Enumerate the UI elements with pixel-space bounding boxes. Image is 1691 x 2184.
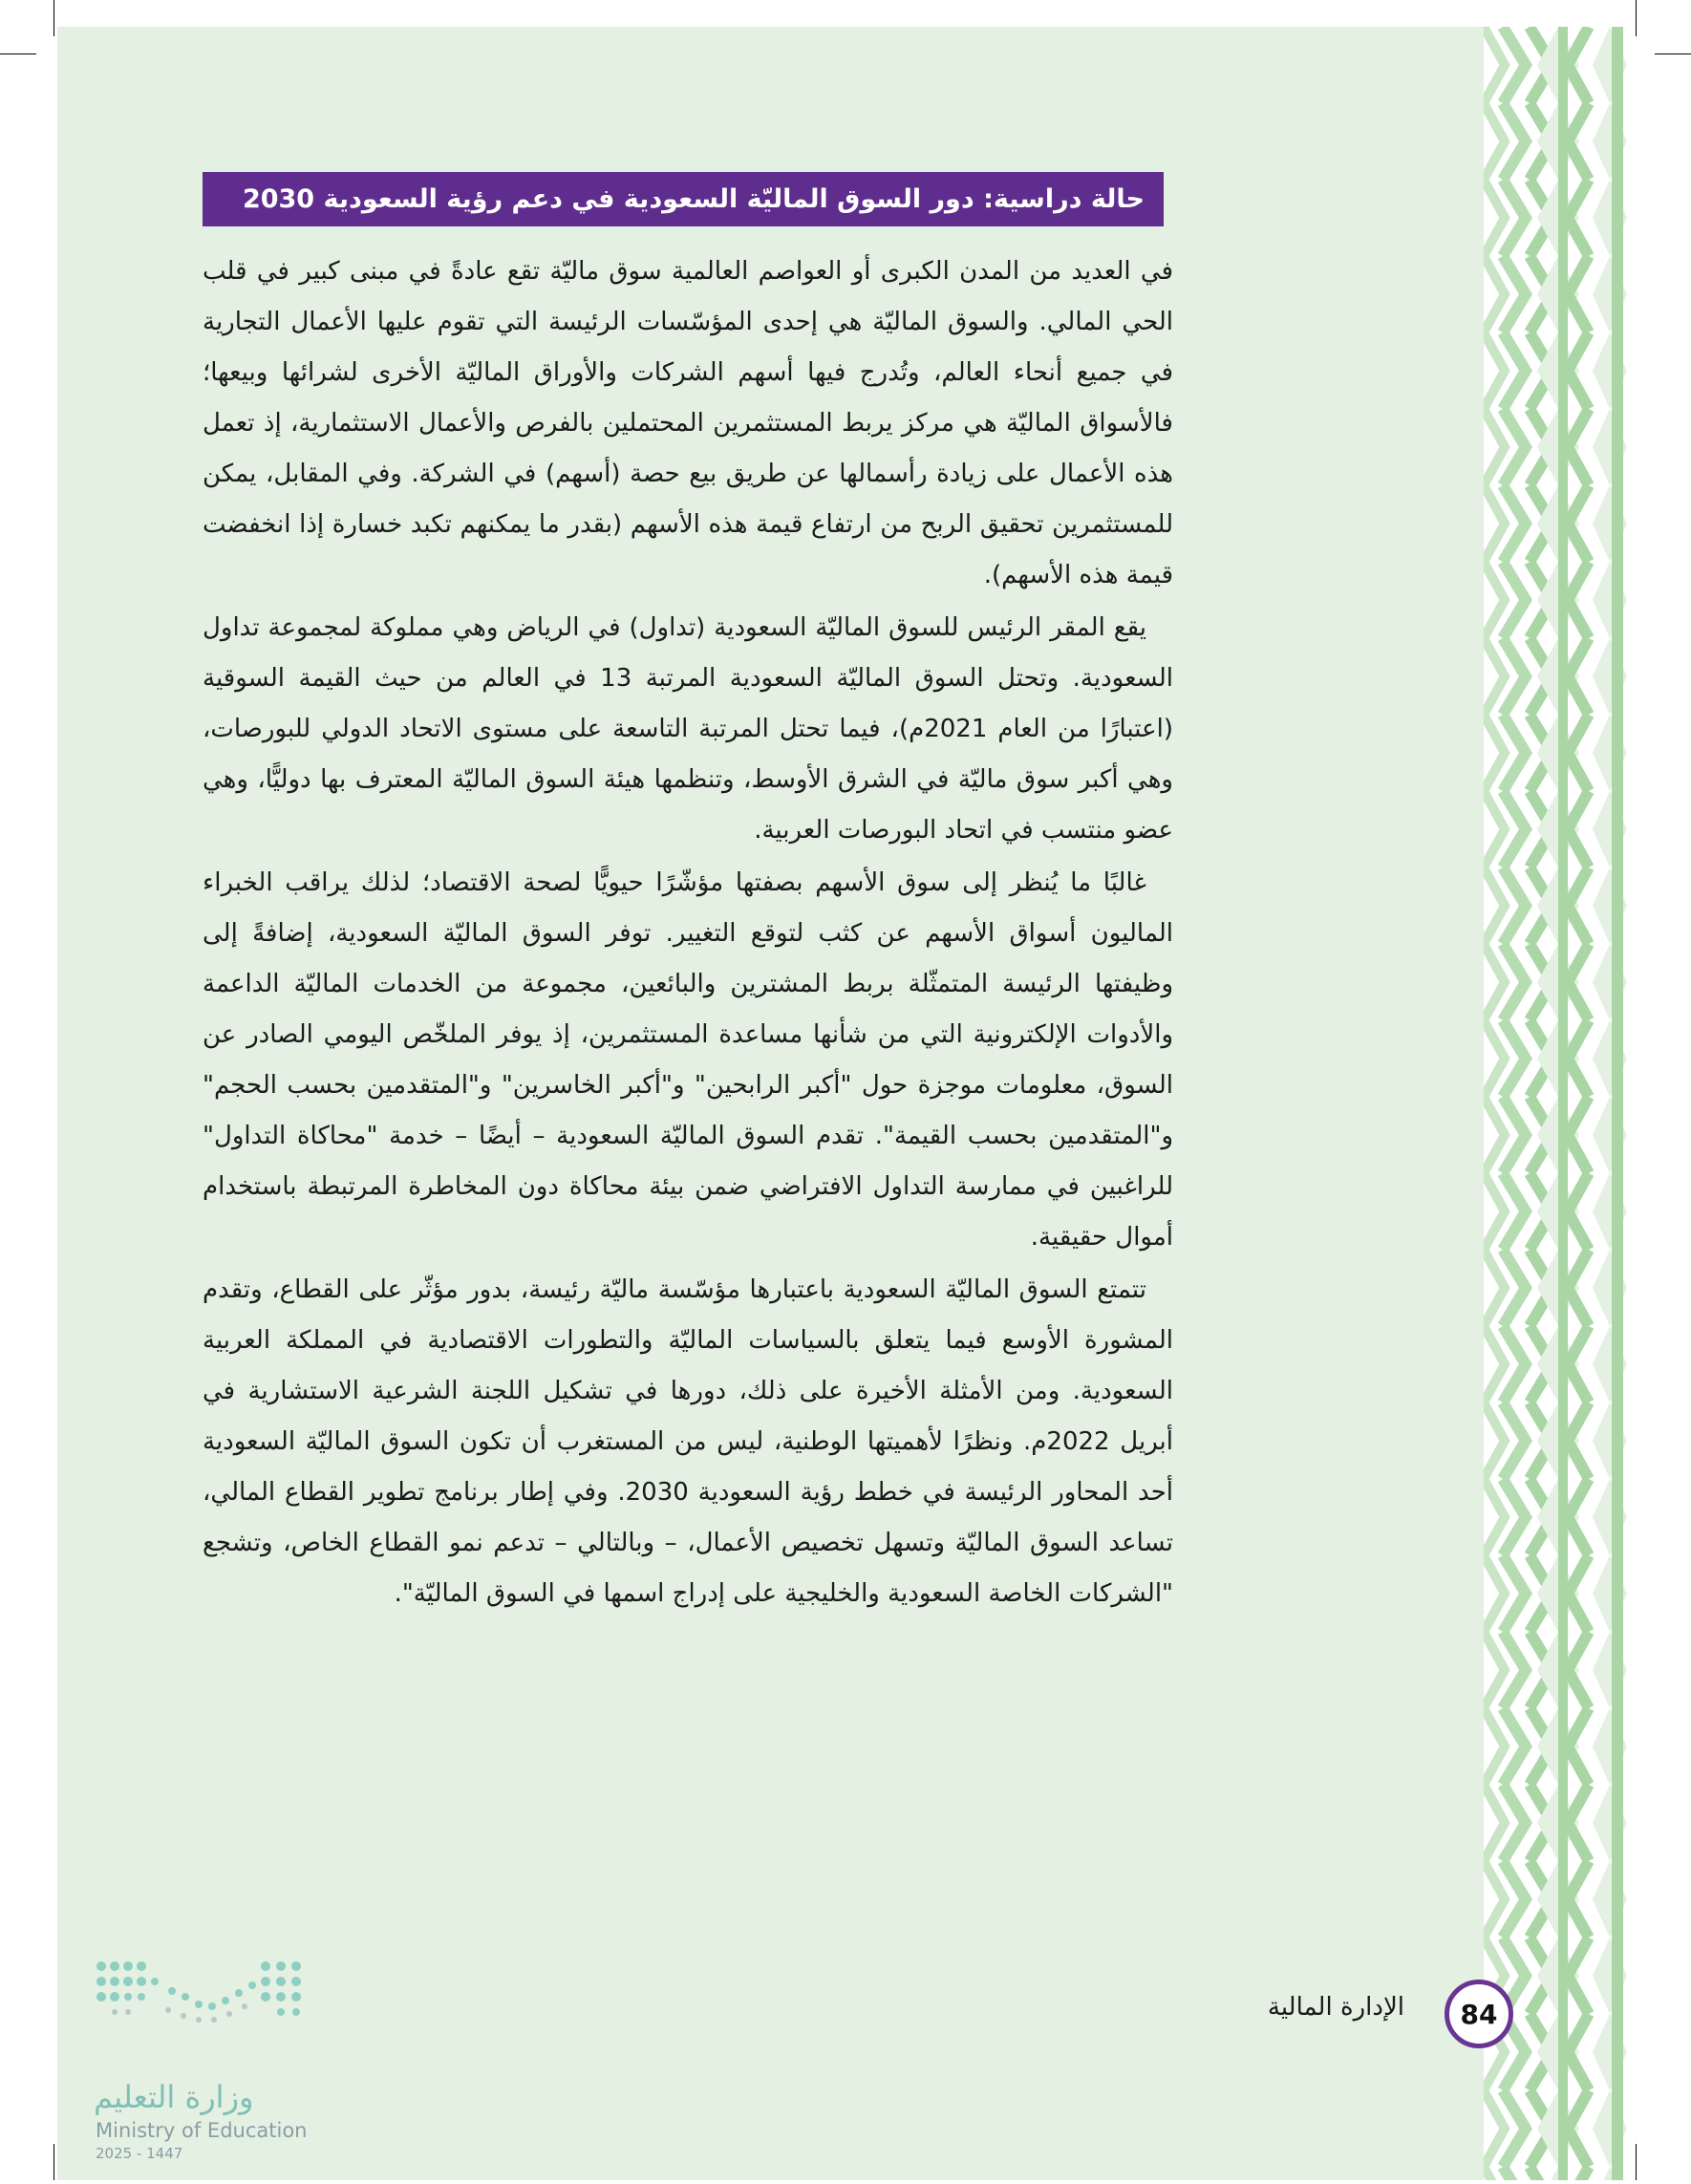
ministry-year: 2025 - 1447: [96, 2145, 183, 2162]
page-number: 84: [1445, 1980, 1513, 2048]
ministry-name-english: Ministry of Education: [96, 2119, 308, 2142]
heading-text: حالة دراسية: دور السوق الماليّة السعودية في دعم رؤية السعودية 2030: [242, 184, 1145, 214]
crop-mark: [1636, 2144, 1637, 2180]
crop-mark: [1636, 0, 1637, 36]
ministry-name-arabic: وزارة التعليم: [94, 2079, 254, 2115]
ministry-logo-icon: [92, 1953, 311, 2067]
paragraph: غالبًا ما يُنظر إلى سوق الأسهم بصفتها مؤشّرًا حيويًّا لصحة الاقتصاد؛ لذلك يراقب الخبراء الماليون أسواق الأسهم عن كثب لتوقع التغيير. توفر السوق الماليّة السعودية، إضافةً إلى وظيفتها الرئيسة المتمثّلة بربط المشترين والبائعين، مجموعة من الخدمات الماليّة الداعمة والأدوات الإلكترونية التي من شأنها مساعدة المستثمرين، إذ يوفر الملخّص اليومي الصادر عن السوق، معلومات موجزة حول "أكبر الرابحين" و"أكبر الخاسرين" و"المتقدمين بحسب الحجم" و"المتقدمين بحسب القيمة". تقدم السوق الماليّة السعودية – أيضًا – خدمة "محاكاة التداول" للراغبين في ممارسة التداول الافتراضي ضمن بيئة محاكاة دون المخاطرة المرتبطة باستخدام أموال حقيقية.: [203, 868, 1173, 1252]
decorative-border: [1484, 27, 1627, 2180]
book-title: الإدارة المالية: [1267, 1993, 1404, 2022]
zigzag-pattern-icon: [1484, 27, 1627, 2180]
paragraph: تتمتع السوق الماليّة السعودية باعتبارها مؤسّسة ماليّة رئيسة، بدور مؤثّر على القطاع، وتقدم المشورة الأوسع فيما يتعلق بالسياسات الماليّة والتطورات الاقتصادية في المملكة العربية السعودية. ومن الأمثلة الأخيرة على ذلك، دورها في تشكيل اللجنة الشرعية الاستشارية في أبريل 2022م. ونظرًا لأهميتها الوطنية، ليس من المستغرب أن تكون السوق الماليّة السعودية أحد المحاور الرئيسة في خطط رؤية السعودية 2030. وفي إطار برنامج تطوير القطاع المالي، تساعد السوق الماليّة وتسهل تخصيص الأعمال، – وبالتالي – تدعم نمو القطاع الخاص، وتشجع "الشركات الخاصة السعودية والخليجية على إدراج اسمها في السوق الماليّة".: [203, 1275, 1174, 1608]
paragraph: يقع المقر الرئيس للسوق الماليّة السعودية (تداول) في الرياض وهي مملوكة لمجموعة تداول السعودية. وتحتل السوق الماليّة السعودية المرتبة 13 في العالم من حيث القيمة السوقية (اعتبارًا من العام 2021م)، فيما تحتل المرتبة التاسعة على مستوى الاتحاد الدولي للبورصات، وهي أكبر سوق ماليّة في الشرق الأوسط، وتنظمها هيئة السوق الماليّة المعترف بها دوليًّا، وهي عضو منتسب في اتحاد البورصات العربية.: [203, 613, 1173, 845]
article-body: [203, 246, 1173, 1621]
case-study-heading: [203, 172, 1164, 226]
paragraph: في العديد من المدن الكبرى أو العواصم العالمية سوق ماليّة تقع عادةً في مبنى كبير في قلب الحي المالي. والسوق الماليّة هي إحدى المؤسّسات الرئيسة التي تقوم عليها الأعمال التجارية في جميع أنحاء العالم، وتُدرج فيها أسهم الشركات والأوراق الماليّة الأخرى لشرائها وبيعها؛ فالأسواق الماليّة هي مركز يربط المستثمرين المحتملين بالفرص والأعمال الاستثمارية، إذ تعمل هذه الأعمال على زيادة رأسمالها عن طريق بيع حصة (أسهم) في الشركة. وفي المقابل، يمكن للمستثمرين تحقيق الربح من ارتفاع قيمة هذه الأسهم (بقدر ما يمكنهم تكبد خسارة إذا انخفضت قيمة هذه الأسهم).: [203, 257, 1173, 589]
